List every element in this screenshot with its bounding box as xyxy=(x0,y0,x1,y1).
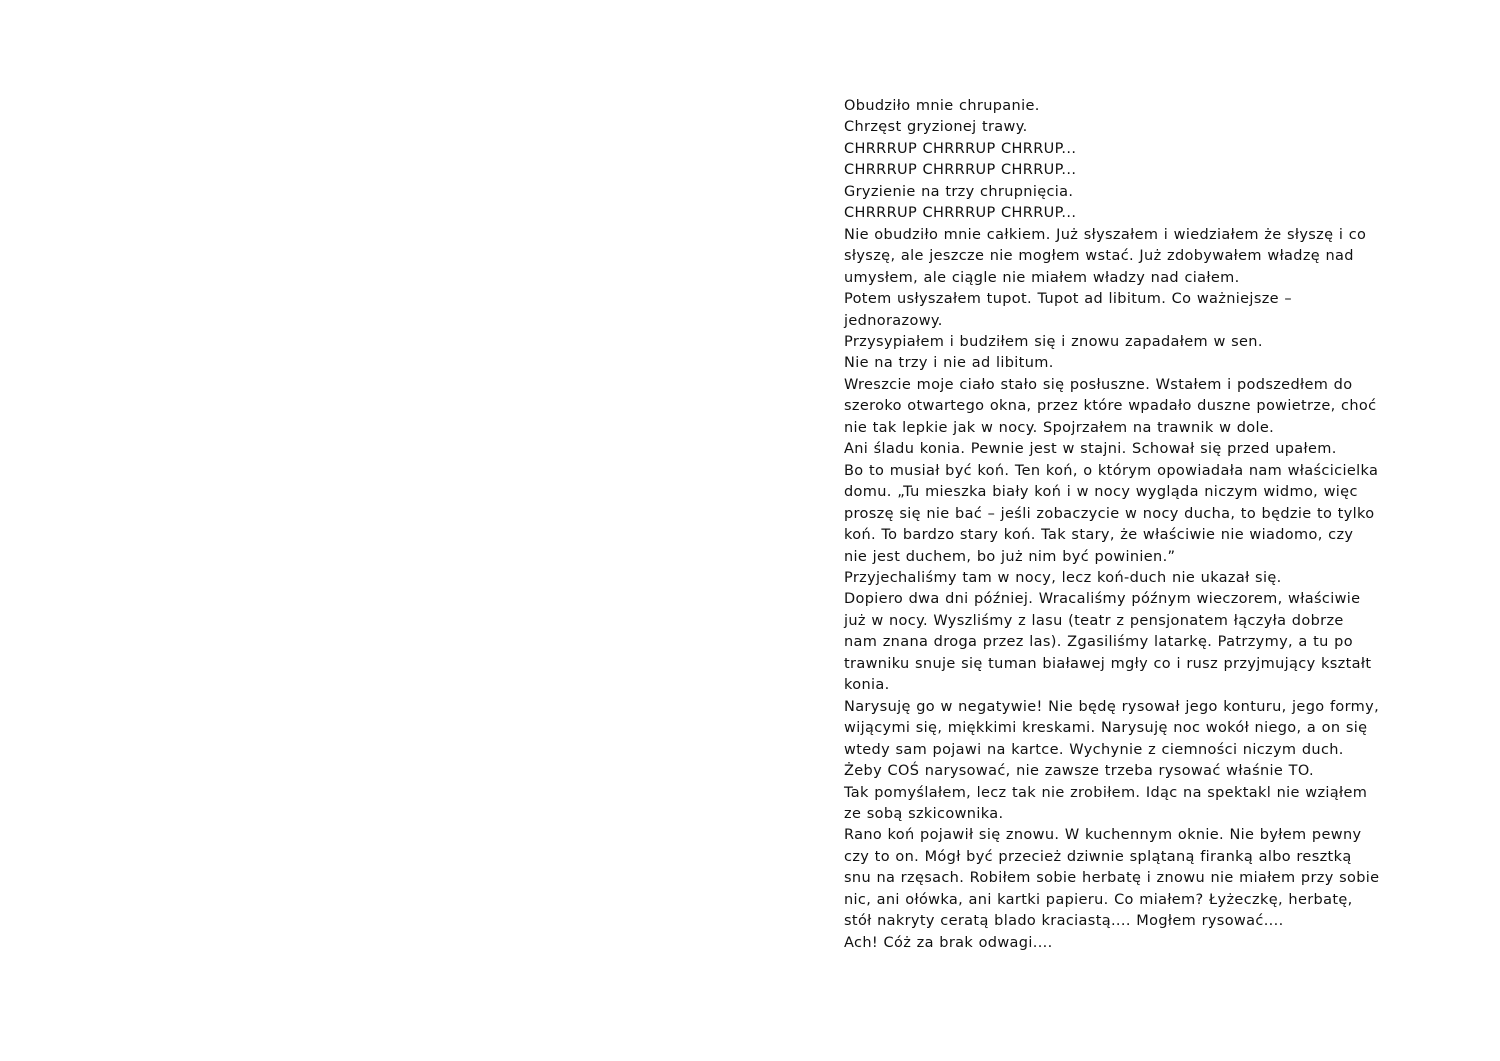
text-line: koń. To bardzo stary koń. Tak stary, że właściwie nie wiadomo, czy xyxy=(844,527,1354,544)
text-line: snu na rzęsach. Robiłem sobie herbatę i znowu nie miałem przy sobie xyxy=(844,870,1380,887)
text-line: Wreszcie moje ciało stało się posłuszne. Wstałem i podszedłem do xyxy=(844,376,1353,393)
text-line: słyszę, ale jeszcze nie mogłem wstać. Już zdobywałem władzę nad xyxy=(844,248,1354,265)
text-line: Obudziło mnie chrupanie. xyxy=(844,98,1040,114)
text-line: Nie obudziło mnie całkiem. Już słyszałem i wiedziałem że słyszę i co xyxy=(844,226,1367,243)
text-line: nie tak lepkie jak w nocy. Spojrzałem na trawnik w dole. xyxy=(844,419,1275,436)
text-line: Rano koń pojawił się znowu. W kuchennym oknie. Nie byłem pewny xyxy=(844,827,1362,844)
text-line: wijącymi się, miękkimi kreskami. Narysuję noc wokół niego, a on się xyxy=(844,720,1368,737)
text-line: Przyjechaliśmy tam w nocy, lecz koń-duch nie ukazał się. xyxy=(844,569,1282,586)
text-line: proszę się nie bać – jeśli zobaczycie w nocy ducha, to będzie to tylko xyxy=(844,505,1375,522)
text-line: Nie na trzy i nie ad libitum. xyxy=(844,355,1054,372)
text-line: CHRRRUP CHRRRUP CHRRUP... xyxy=(844,140,1077,157)
text-line: czy to on. Mógł być przecież dziwnie splątaną firanką albo resztką xyxy=(844,848,1352,865)
text-line: Ach! Cóż za brak odwagi.... xyxy=(844,934,1053,951)
text-line: wtedy sam pojawi na kartce. Wychynie z ciemności niczym duch. xyxy=(844,741,1344,758)
text-line: Dopiero dwa dni później. Wracaliśmy późnym wieczorem, właściwie xyxy=(844,591,1361,608)
text-line: Chrzęst gryzionej trawy. xyxy=(844,119,1028,136)
text-line: nic, ani ołówka, ani kartki papieru. Co miałem? Łyżeczkę, herbatę, xyxy=(844,891,1353,908)
text-line: konia. xyxy=(844,677,890,694)
text-line: Przysypiałem i budziłem się i znowu zapadałem w sen. xyxy=(844,333,1263,350)
text-line: CHRRRUP CHRRRUP CHRRUP... xyxy=(844,162,1077,179)
right-page xyxy=(750,0,1500,1061)
text-line: Ani śladu konia. Pewnie jest w stajni. Schował się przed upałem. xyxy=(844,441,1337,458)
text-line: Narysuję go w negatywie! Nie będę rysował jego konturu, jego formy, xyxy=(844,698,1380,715)
text-line: Bo to musiał być koń. Ten koń, o którym opowiadała nam właścicielka xyxy=(844,462,1379,479)
text-line: nam znana droga przez las). Zgasiliśmy latarkę. Patrzymy, a tu po xyxy=(844,634,1353,651)
text-line: ze sobą szkicownika. xyxy=(844,805,1004,822)
text-line: już w nocy. Wyszliśmy z lasu (teatr z pensjonatem łączyła dobrze xyxy=(844,612,1344,629)
text-line: Potem usłyszałem tupot. Tupot ad libitum. Co ważniejsze – xyxy=(844,291,1293,308)
text-line: trawniku snuje się tuman białawej mgły co i rusz przyjmujący kształt xyxy=(844,655,1372,672)
text-line: Gryzienie na trzy chrupnięcia. xyxy=(844,183,1074,200)
text-line: Tak pomyślałem, lecz tak nie zrobiłem. Idąc na spektakl nie wziąłem xyxy=(844,784,1368,801)
text-line: jednorazowy. xyxy=(844,312,943,329)
text-line: umysłem, ale ciągle nie miałem władzy nad ciałem. xyxy=(844,269,1240,286)
text-line: domu. „Tu mieszka biały koń i w nocy wygląda niczym widmo, więc xyxy=(844,484,1358,501)
text-line: nie jest duchem, bo już nim być powinien.” xyxy=(844,548,1176,565)
text-line: stół nakryty ceratą blado kraciastą.... Mogłem rysować.... xyxy=(844,913,1284,930)
text-line: CHRRRUP CHRRRUP CHRRUP... xyxy=(844,205,1077,222)
text-line: Żeby COŚ narysować, nie zawsze trzeba rysować właśnie TO. xyxy=(844,763,1314,780)
text-line: szeroko otwartego okna, przez które wpadało duszne powietrze, choć xyxy=(844,398,1377,415)
story-text xyxy=(844,96,1404,954)
